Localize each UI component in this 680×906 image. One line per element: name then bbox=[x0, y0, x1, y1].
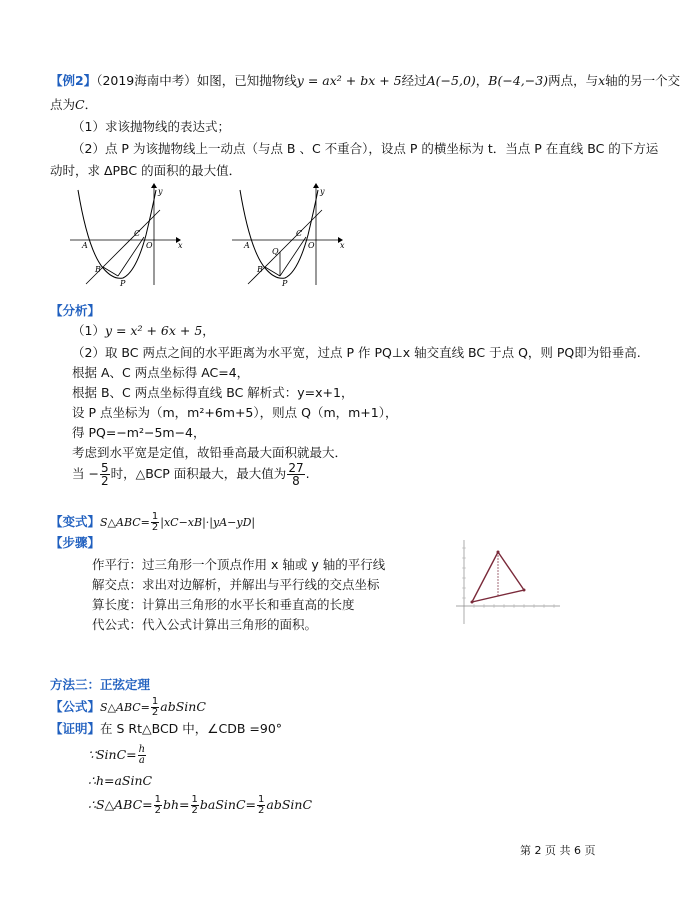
example-line-1: 【例2】（2019海南中考）如图，已知抛物线y = ax² + bx + 5经过A(−5,0)，B(−4,−3)两点，与x轴的另一个交 bbox=[50, 73, 680, 88]
final-mid: baSinC= bbox=[199, 797, 257, 812]
graph2-label-p: P bbox=[282, 279, 288, 288]
final-lhs: ∴S△ABC= bbox=[88, 797, 153, 812]
formula-lhs: S△ABC= bbox=[100, 701, 150, 714]
step-item: 算长度：计算出三角形的水平长和垂直高的长度 bbox=[92, 597, 355, 612]
analysis-text: （1） bbox=[72, 323, 105, 338]
numerator: 1 bbox=[258, 794, 265, 805]
graph1-label-p: P bbox=[120, 279, 126, 288]
fraction bbox=[154, 795, 162, 816]
page-footer: 第 2 页 共 6 页 bbox=[520, 844, 596, 857]
example-tag: 【例2】 bbox=[50, 73, 97, 88]
analysis-text: . bbox=[305, 466, 310, 481]
method3-title: 方法三：正弦定理 bbox=[50, 677, 151, 692]
step-item: 代公式：代入公式计算出三角形的面积。 bbox=[92, 617, 318, 632]
variant-formula-rhs: |xC−xB|·|yA−yD| bbox=[160, 516, 256, 529]
denominator: 2 bbox=[154, 805, 161, 816]
denominator: a bbox=[138, 755, 145, 766]
proof-tag: 【证明】 bbox=[50, 721, 101, 736]
proof-final-line bbox=[88, 794, 312, 816]
variant-tag: 【变式】 bbox=[50, 514, 101, 529]
final-rhs: abSinC bbox=[266, 797, 313, 812]
graph1-label-a: A bbox=[82, 241, 88, 250]
example-text: 点为 bbox=[50, 97, 76, 112]
point-c: C bbox=[75, 97, 85, 112]
graph2-label-b: B bbox=[257, 265, 263, 274]
denominator: 8 bbox=[292, 474, 300, 488]
graph2-label-a: A bbox=[244, 241, 250, 250]
numerator: 1 bbox=[151, 511, 159, 522]
proof-text: 在 S Rt△BCD 中，∠CDB =90° bbox=[100, 721, 283, 736]
analysis-text: 当 − bbox=[72, 466, 99, 481]
numerator: h bbox=[138, 744, 146, 755]
graph1-label-c: C bbox=[134, 229, 141, 238]
variant-formula-lhs: S△ABC= bbox=[100, 516, 150, 529]
formula-tag: 【公式】 bbox=[50, 699, 101, 714]
example-text: 经过 bbox=[401, 73, 427, 88]
point-b: B(−4,−3) bbox=[488, 73, 549, 88]
numerator: 1 bbox=[191, 794, 198, 805]
point-a: A(−5,0) bbox=[426, 73, 476, 88]
final-mid: bh= bbox=[163, 797, 190, 812]
sin-lhs: ∵SinC= bbox=[88, 747, 137, 762]
graph1-label-b: B bbox=[95, 265, 101, 274]
fraction bbox=[191, 795, 199, 816]
denominator: 2 bbox=[151, 707, 159, 718]
analysis-line-1 bbox=[72, 322, 215, 340]
example-source: （2019海南中考） bbox=[96, 73, 197, 88]
step-item: 解交点：求出对边解析，并解出与平行线的交点坐标 bbox=[92, 577, 380, 592]
fraction bbox=[257, 795, 265, 816]
example-line-2: 点为C． bbox=[50, 97, 98, 112]
analysis-line-5: 设 P 点坐标为（m，m²+6m+5），则点 Q（m，m+1）， bbox=[72, 405, 398, 420]
analysis-line-4: 根据 B、C 两点坐标得直线 BC 解析式：y=x+1， bbox=[72, 385, 354, 400]
formula-rhs: abSinC bbox=[160, 699, 206, 714]
analysis-tag: 【分析】 bbox=[50, 303, 101, 318]
analysis-line-8 bbox=[72, 462, 310, 487]
example-text: 两点，与 bbox=[548, 73, 599, 88]
steps-tag: 【步骤】 bbox=[50, 535, 101, 550]
parabola-graph-2 bbox=[230, 180, 350, 290]
question-2-line-2: 动时，求 ΔPBC 的面积的最大值． bbox=[50, 163, 242, 178]
graph2-label-x: x bbox=[340, 241, 345, 250]
proof-h-line: ∴h=aSinC bbox=[88, 773, 153, 788]
fraction bbox=[151, 697, 159, 718]
denominator: 2 bbox=[258, 805, 265, 816]
example-text: 如图，已知抛物线 bbox=[196, 73, 297, 88]
analysis-equation: y = x² + 6x + 5 bbox=[104, 323, 203, 338]
graph1-label-o: O bbox=[146, 241, 153, 250]
graph2-label-y: y bbox=[320, 187, 325, 196]
graph2-label-c: C bbox=[296, 229, 303, 238]
analysis-line-2: （2）取 BC 两点之间的水平距离为水平宽，过点 P 作 PQ⊥x 轴交直线 BC 于点 Q，则 PQ即为铅垂高. bbox=[72, 345, 641, 360]
question-1: （1）求该抛物线的表达式； bbox=[72, 119, 230, 134]
example-text: 轴的另一个交 bbox=[605, 73, 680, 88]
numerator: 1 bbox=[154, 794, 161, 805]
numerator: 27 bbox=[288, 461, 304, 475]
denominator: 2 bbox=[100, 474, 109, 488]
proof-line-1 bbox=[50, 720, 282, 738]
numerator: 5 bbox=[100, 461, 109, 475]
parabola-equation: y = ax² + bx + 5 bbox=[296, 73, 402, 88]
numerator: 1 bbox=[151, 696, 159, 707]
step-item: 作平行：过三角形一个顶点作用 x 轴或 y 轴的平行线 bbox=[92, 557, 386, 572]
x-variable: x bbox=[598, 73, 606, 88]
coordinate-triangle-figure bbox=[454, 538, 562, 626]
variant-line bbox=[50, 512, 255, 533]
graph1-label-x: x bbox=[178, 241, 183, 250]
graph2-label-q: Q bbox=[272, 247, 279, 256]
analysis-line-7: 考虑到水平宽是定值，故铅垂高最大面积就最大． bbox=[72, 445, 348, 460]
denominator: 2 bbox=[191, 805, 198, 816]
fraction bbox=[287, 462, 304, 487]
graph1-label-y: y bbox=[158, 187, 163, 196]
parabola-graph-1 bbox=[68, 180, 188, 290]
analysis-line-6: 得 PQ=−m²−5m−4， bbox=[72, 425, 206, 440]
denominator: 2 bbox=[151, 522, 159, 533]
graph2-label-o: O bbox=[308, 241, 315, 250]
method3-formula-line bbox=[50, 696, 206, 719]
fraction bbox=[100, 462, 110, 487]
analysis-text: 时，△BCP 面积最大，最大值为 bbox=[110, 466, 287, 481]
analysis-line-3: 根据 A、C 两点坐标得 AC=4， bbox=[72, 365, 250, 380]
fraction bbox=[151, 512, 159, 533]
analysis-text: ， bbox=[202, 323, 215, 338]
proof-sin-line bbox=[88, 744, 147, 766]
question-2-line-1: （2）点 P 为该抛物线上一动点（与点 B 、C 不重合），设点 P 的横坐标为 t．当点 P 在直线 BC 的下方运 bbox=[72, 141, 659, 156]
fraction bbox=[138, 745, 146, 766]
